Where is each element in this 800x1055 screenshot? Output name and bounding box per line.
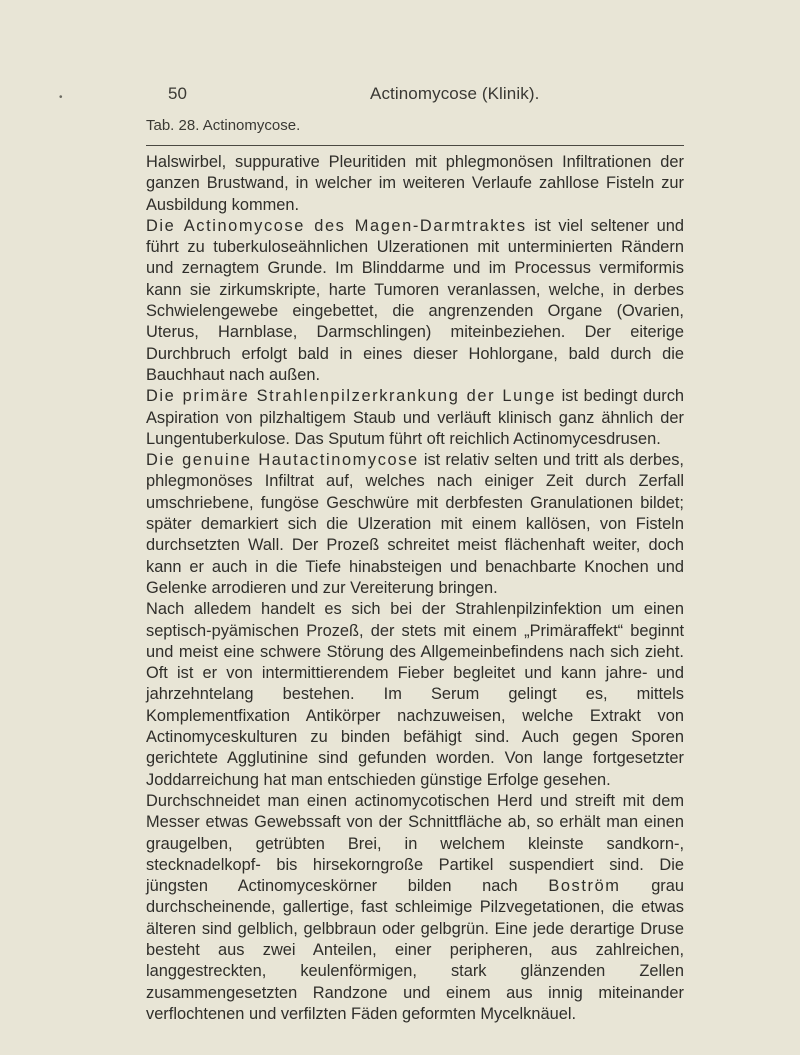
page-header [0, 84, 800, 108]
paragraph-text: ist viel seltener und führt zu tuberkuloseähnlichen Ulzerationen mit unterminierten Rändern und zernagtem Grunde. Im Blinddarme und im Processus vermiformis kann sie zirkumskripte, harte Tumoren veranlassen, welche, in derbes Schwielengewebe eingebettet, die angrenzenden Organe (Ovarien, Uterus, Harnblase, Darmschlingen) miteinbeziehen. Der eiterige Durchbruch erfolgt bald in eines dieser Hohlorgane, bald durch die Bauchhaut nach außen. [146, 216, 684, 384]
running-head: Actinomycose (Klinik). [370, 84, 540, 103]
author-name: Boström [548, 877, 621, 896]
page-number: 50 [168, 84, 187, 103]
body-text [146, 152, 684, 1025]
paragraph-lead: Die genuine Hautactinomycose [146, 451, 419, 470]
table-caption: Tab. 28. Actinomycose. [146, 117, 301, 134]
paragraph [146, 216, 684, 386]
paragraph-text: Halswirbel, suppurative Pleuritiden mit phlegmonösen Infiltrationen der ganzen Brustwand, in welcher im weiteren Verlaufe zahllose Fisteln zur Ausbildung kommen. [146, 153, 684, 214]
paragraph-text: ist relativ selten und tritt als derbes, phlegmonöses Infiltrat auf, welches nach einiger Zeit durch Zerfall umschriebene, fungöse Geschwüre mit derbfesten Granulationen bildet; später demarkiert sich die Ulzeration mit einem kallösen, von Fisteln durchsetzten Wall. Der Prozeß schreitet meist flächenhaft weiter, doch kann er auch in die Tiefe hinabsteigen und benachbarte Knochen und Gelenke arrodieren und zur Vereiterung bringen. [146, 451, 684, 597]
caption-rule [146, 145, 684, 146]
paragraph [146, 791, 684, 1025]
paragraph [146, 450, 684, 599]
paragraph-text: Nach alledem handelt es sich bei der Strahlenpilzinfektion um einen septisch-pyämischen Prozeß, der stets mit einem „Primäraffekt“ beginnt und meist eine schwere Störung des Allgemeinbefindens nach sich zieht. Oft ist er von intermittierendem Fieber begleitet und kann jahre- und jahrzehntelang bestehen. Im Serum gelingt es, mittels Komplementfixation Antikörper nachzuweisen, welche Extrakt von Actinomyceskulturen zu binden befähigt sind. Auch gegen Sporen gerichtete Agglutinine sind gefunden worden. Von lange fortgesetzter Joddarreichung hat man entschieden günstige Erfolge gesehen. [146, 600, 684, 789]
paragraph-text: ist bedingt durch Aspiration von pilzhaltigem Staub und verläuft klinisch ganz ähnlich der Lungentuberkulose. Das Sputum führt oft reichlich Actinomycesdrusen. [146, 387, 685, 448]
paragraph-lead: Die primäre Strahlenpilzerkrankung der Lunge [146, 387, 556, 406]
paragraph-text: grau durchscheinende, gallertige, fast schleimige Pilzvegetationen, die etwas älteren sind gelblich, gelbbraun oder gelbgrün. Eine jede derartige Druse besteht aus zwei Anteilen, einer peripheren, aus zahlreichen, langgestreckten, keulenförmigen, stark glänzenden Zellen zusammengesetzten Randzone und einem aus innig miteinander verflochtenen und verfilzten Fäden geformten Mycelknäuel. [146, 877, 684, 1023]
paragraph-lead: Die Actinomycose des Magen-Darmtraktes [146, 216, 527, 235]
paragraph [146, 152, 684, 216]
paragraph [146, 599, 684, 791]
margin-mark: • [59, 92, 63, 103]
paragraph [146, 386, 684, 450]
paragraph-text: Durchschneidet man einen actinomycotischen Herd und streift mit dem Messer etwas Gewebssaft von der Schnittfläche ab, so erhält man einen graugelben, getrübten Brei, in welchem kleinste sandkorn-, stecknadelkopf- bis hirsekorngroße Partikel suspendiert sind. Die jüngsten Actinomyceskörner bilden nach [146, 791, 684, 896]
